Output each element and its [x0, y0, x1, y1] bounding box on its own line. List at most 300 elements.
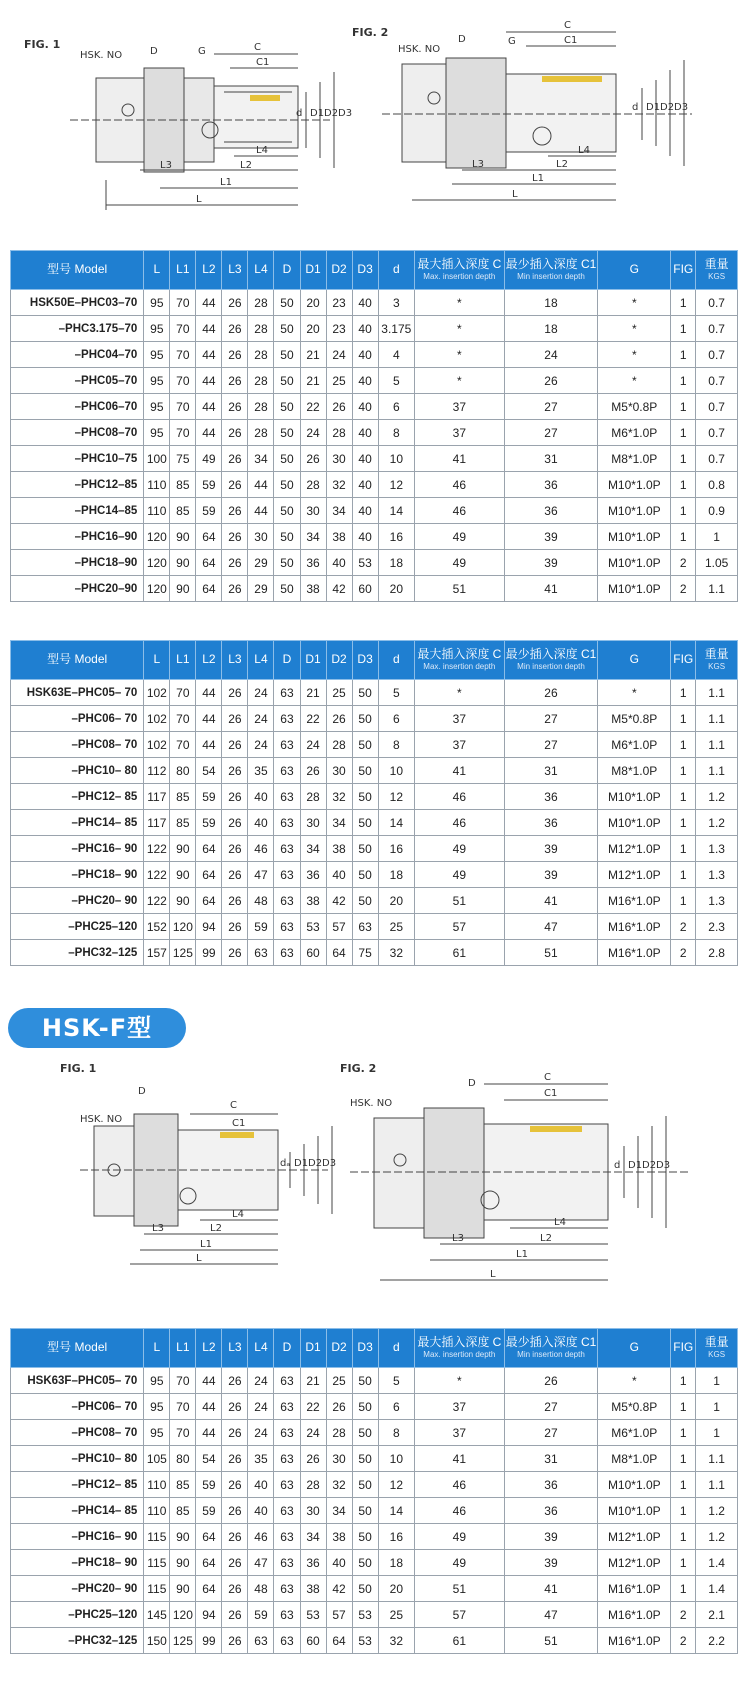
dim-C1: C1 — [544, 1088, 558, 1099]
cell-model: –PHC12– 85 — [11, 784, 144, 810]
table-row — [11, 1498, 738, 1524]
cell-d: 8 — [378, 1420, 414, 1446]
cell-d: 6 — [378, 1394, 414, 1420]
cell-D3: 50 — [352, 836, 378, 862]
cell-L4: 24 — [248, 680, 274, 706]
cell-d: 20 — [378, 888, 414, 914]
header-weight — [696, 641, 738, 680]
cell-L2: 44 — [196, 706, 222, 732]
cell-D1: 26 — [300, 758, 326, 784]
cell-model: –PHC08–70 — [11, 420, 144, 446]
cell-L4: 28 — [248, 394, 274, 420]
cell-D1: 22 — [300, 706, 326, 732]
header-min-insertion — [504, 251, 598, 290]
table-row — [11, 576, 738, 602]
cell-min-insertion: 39 — [504, 862, 598, 888]
cell-d: 25 — [378, 1602, 414, 1628]
cell-fig: 1 — [671, 1576, 696, 1602]
table-row — [11, 472, 738, 498]
cell-weight: 2.2 — [696, 1628, 738, 1654]
cell-L1: 70 — [170, 732, 196, 758]
table-row — [11, 290, 738, 316]
table-row — [11, 1628, 738, 1654]
cell-L2: 44 — [196, 420, 222, 446]
dim-D: D — [458, 34, 466, 45]
cell-G: M5*0.8P — [598, 1394, 671, 1420]
cell-L1: 70 — [170, 420, 196, 446]
header-L1 — [170, 251, 196, 290]
cell-L2: 64 — [196, 1576, 222, 1602]
cell-L: 122 — [144, 888, 170, 914]
header-min-insertion-sublabel: Min insertion depth — [517, 662, 585, 672]
cell-D1: 21 — [300, 1368, 326, 1394]
cell-max-insertion: 49 — [415, 836, 505, 862]
dim-L2: L2 — [556, 159, 568, 170]
cell-min-insertion: 27 — [504, 420, 598, 446]
cell-model: –PHC32–125 — [11, 940, 144, 966]
cell-L2: 49 — [196, 446, 222, 472]
dim-L: L — [196, 1253, 202, 1264]
cell-D2: 42 — [326, 576, 352, 602]
cell-fig: 1 — [671, 446, 696, 472]
cell-D2: 42 — [326, 888, 352, 914]
cell-min-insertion: 36 — [504, 472, 598, 498]
cell-L3: 26 — [222, 1394, 248, 1420]
cell-d: 18 — [378, 862, 414, 888]
cell-D2: 30 — [326, 446, 352, 472]
cell-weight: 0.7 — [696, 290, 738, 316]
cell-D2: 28 — [326, 1420, 352, 1446]
table-row — [11, 524, 738, 550]
cell-max-insertion: 57 — [415, 1602, 505, 1628]
cell-D: 63 — [274, 914, 300, 940]
cell-L1: 70 — [170, 680, 196, 706]
cell-L: 112 — [144, 758, 170, 784]
cell-L3: 26 — [222, 706, 248, 732]
cell-L2: 44 — [196, 680, 222, 706]
cell-weight: 1 — [696, 524, 738, 550]
dim-d: dₐ — [280, 1158, 291, 1169]
header-d — [378, 1329, 414, 1368]
cell-fig: 1 — [671, 472, 696, 498]
cell-model: –PHC08– 70 — [11, 732, 144, 758]
dim-D2: D2 — [324, 108, 339, 119]
cell-L2: 64 — [196, 888, 222, 914]
cell-D1: 36 — [300, 1550, 326, 1576]
header-G — [598, 1329, 671, 1368]
header-max-insertion-sublabel: Max. insertion depth — [423, 272, 496, 282]
table-row — [11, 498, 738, 524]
cell-model: –PHC10– 80 — [11, 1446, 144, 1472]
cell-D2: 26 — [326, 394, 352, 420]
dim-D1: D1 — [646, 102, 661, 113]
dim-D1: D1 — [310, 108, 325, 119]
cell-min-insertion: 18 — [504, 290, 598, 316]
cell-weight: 1 — [696, 1420, 738, 1446]
cell-D3: 63 — [352, 914, 378, 940]
cell-G: M12*1.0P — [598, 862, 671, 888]
cell-L2: 59 — [196, 810, 222, 836]
dim-D3: D3 — [674, 102, 689, 113]
cell-D3: 50 — [352, 1576, 378, 1602]
cell-G: M10*1.0P — [598, 576, 671, 602]
cell-L: 95 — [144, 342, 170, 368]
cell-L1: 90 — [170, 1550, 196, 1576]
cell-D3: 50 — [352, 706, 378, 732]
cell-D3: 40 — [352, 394, 378, 420]
cell-D1: 21 — [300, 342, 326, 368]
cell-D1: 60 — [300, 1628, 326, 1654]
cell-L3: 26 — [222, 368, 248, 394]
cell-fig: 1 — [671, 680, 696, 706]
dim-D3: D3 — [322, 1158, 337, 1169]
cell-fig: 2 — [671, 576, 696, 602]
cell-L3: 26 — [222, 862, 248, 888]
cell-max-insertion: 37 — [415, 394, 505, 420]
header-D3 — [352, 1329, 378, 1368]
cell-D1: 53 — [300, 914, 326, 940]
dim-D: D — [150, 46, 158, 57]
header-G-label: G — [629, 262, 639, 277]
cell-L2: 64 — [196, 524, 222, 550]
cell-L1: 70 — [170, 1420, 196, 1446]
cell-D: 63 — [274, 1602, 300, 1628]
cell-L3: 26 — [222, 446, 248, 472]
cell-L1: 125 — [170, 1628, 196, 1654]
cell-D: 63 — [274, 1576, 300, 1602]
cell-G: * — [598, 290, 671, 316]
header-model — [11, 251, 144, 290]
cell-D3: 40 — [352, 290, 378, 316]
cell-D3: 50 — [352, 888, 378, 914]
cell-L: 95 — [144, 1368, 170, 1394]
cell-L1: 85 — [170, 1472, 196, 1498]
dim-L: L — [490, 1269, 496, 1280]
dim-G: G — [198, 46, 206, 57]
cell-D3: 53 — [352, 1602, 378, 1628]
cell-L4: 29 — [248, 576, 274, 602]
cell-G: M16*1.0P — [598, 1576, 671, 1602]
cell-fig: 2 — [671, 940, 696, 966]
header-L-label: L — [153, 1340, 161, 1355]
cell-max-insertion: 51 — [415, 1576, 505, 1602]
cell-L3: 26 — [222, 342, 248, 368]
cell-weight: 1.3 — [696, 888, 738, 914]
cell-D3: 50 — [352, 1446, 378, 1472]
cell-L4: 40 — [248, 1472, 274, 1498]
cell-G: M10*1.0P — [598, 784, 671, 810]
cell-L3: 26 — [222, 888, 248, 914]
header-D1-label: D1 — [305, 1340, 321, 1355]
header-L — [144, 641, 170, 680]
table-row — [11, 550, 738, 576]
cell-D: 63 — [274, 1472, 300, 1498]
header-model-label: 型号 Model — [47, 1340, 108, 1355]
header-weight-label: 重量 — [704, 257, 729, 271]
cell-L4: 28 — [248, 316, 274, 342]
cell-weight: 1 — [696, 1368, 738, 1394]
cell-L1: 85 — [170, 1498, 196, 1524]
dim-L3: L3 — [452, 1233, 464, 1244]
cell-L1: 90 — [170, 550, 196, 576]
cell-model: –PHC06– 70 — [11, 1394, 144, 1420]
cell-weight: 1.1 — [696, 732, 738, 758]
cell-L3: 26 — [222, 1498, 248, 1524]
cell-G: M10*1.0P — [598, 498, 671, 524]
header-L4-label: L4 — [254, 652, 268, 667]
cell-d: 3 — [378, 290, 414, 316]
cell-fig: 1 — [671, 1368, 696, 1394]
cell-L3: 26 — [222, 1602, 248, 1628]
cell-L3: 26 — [222, 914, 248, 940]
cell-min-insertion: 18 — [504, 316, 598, 342]
cell-G: M10*1.0P — [598, 1472, 671, 1498]
cell-D1: 22 — [300, 394, 326, 420]
cell-min-insertion: 39 — [504, 1550, 598, 1576]
cell-max-insertion: 49 — [415, 1550, 505, 1576]
header-d — [378, 641, 414, 680]
cell-d: 25 — [378, 914, 414, 940]
cell-d: 16 — [378, 836, 414, 862]
cell-weight: 1.2 — [696, 1498, 738, 1524]
cell-max-insertion: 61 — [415, 1628, 505, 1654]
cell-model: –PHC05–70 — [11, 368, 144, 394]
cell-D3: 50 — [352, 1420, 378, 1446]
cell-L1: 125 — [170, 940, 196, 966]
cell-L3: 26 — [222, 1472, 248, 1498]
cell-max-insertion: * — [415, 1368, 505, 1394]
cell-G: M5*0.8P — [598, 706, 671, 732]
cell-G: M10*1.0P — [598, 524, 671, 550]
cell-L1: 90 — [170, 862, 196, 888]
cell-L3: 26 — [222, 810, 248, 836]
cell-D3: 50 — [352, 1368, 378, 1394]
cell-L: 115 — [144, 1576, 170, 1602]
cell-L4: 47 — [248, 1550, 274, 1576]
cell-G: M16*1.0P — [598, 914, 671, 940]
header-D — [274, 1329, 300, 1368]
cell-max-insertion: 49 — [415, 1524, 505, 1550]
cell-D1: 24 — [300, 1420, 326, 1446]
header-max-insertion-label: 最大插入深度 C — [417, 257, 502, 271]
cell-model: –PHC25–120 — [11, 1602, 144, 1628]
cell-fig: 1 — [671, 862, 696, 888]
cell-G: M6*1.0P — [598, 1420, 671, 1446]
fig1-drawing — [10, 20, 353, 225]
cell-D2: 42 — [326, 1576, 352, 1602]
cell-model: –PHC10–75 — [11, 446, 144, 472]
dim-C1: C1 — [256, 57, 270, 68]
header-G — [598, 251, 671, 290]
cell-L4: 46 — [248, 1524, 274, 1550]
cell-max-insertion: 41 — [415, 758, 505, 784]
cell-L: 95 — [144, 368, 170, 394]
cell-min-insertion: 27 — [504, 732, 598, 758]
cell-L2: 64 — [196, 576, 222, 602]
cell-fig: 1 — [671, 316, 696, 342]
header-min-insertion-sublabel: Min insertion depth — [517, 272, 585, 282]
cell-L: 102 — [144, 680, 170, 706]
cell-L: 110 — [144, 1498, 170, 1524]
header-fig-label: FIG — [673, 262, 694, 277]
cell-L4: 59 — [248, 914, 274, 940]
header-L2-label: L2 — [202, 1340, 216, 1355]
header-model-label: 型号 Model — [47, 262, 108, 277]
cell-D3: 50 — [352, 1472, 378, 1498]
cell-L2: 59 — [196, 498, 222, 524]
cell-model: –PHC16–90 — [11, 524, 144, 550]
header-G — [598, 641, 671, 680]
dim-d: d — [632, 102, 639, 113]
dim-D3: D3 — [656, 1160, 671, 1171]
cell-L1: 75 — [170, 446, 196, 472]
table-row — [11, 342, 738, 368]
cell-L3: 26 — [222, 1576, 248, 1602]
cell-D2: 25 — [326, 680, 352, 706]
cell-D2: 24 — [326, 342, 352, 368]
cell-d: 20 — [378, 1576, 414, 1602]
cell-L3: 26 — [222, 836, 248, 862]
header-weight-label: 重量 — [704, 1335, 729, 1349]
cell-max-insertion: 46 — [415, 472, 505, 498]
table-row — [11, 316, 738, 342]
table-row — [11, 1602, 738, 1628]
dim-hsk: HSK. NO — [350, 1098, 393, 1109]
cell-model: –PHC12– 85 — [11, 1472, 144, 1498]
cell-L2: 44 — [196, 342, 222, 368]
cell-L4: 24 — [248, 1394, 274, 1420]
header-L4-label: L4 — [254, 262, 268, 277]
cell-L1: 90 — [170, 576, 196, 602]
cell-fig: 2 — [671, 1602, 696, 1628]
cell-min-insertion: 47 — [504, 914, 598, 940]
cell-G: M16*1.0P — [598, 940, 671, 966]
dim-L4: L4 — [554, 1217, 566, 1228]
cell-min-insertion: 27 — [504, 394, 598, 420]
header-L3 — [222, 641, 248, 680]
cell-weight: 0.7 — [696, 342, 738, 368]
cell-L: 150 — [144, 1628, 170, 1654]
cell-D3: 40 — [352, 342, 378, 368]
cell-L1: 80 — [170, 1446, 196, 1472]
cell-model: –PHC18–90 — [11, 550, 144, 576]
cell-D1: 60 — [300, 940, 326, 966]
cell-max-insertion: 49 — [415, 524, 505, 550]
cell-min-insertion: 27 — [504, 706, 598, 732]
cell-L1: 70 — [170, 706, 196, 732]
dim-L1: L1 — [220, 177, 232, 188]
cell-d: 6 — [378, 706, 414, 732]
cell-L1: 120 — [170, 914, 196, 940]
cell-L3: 26 — [222, 550, 248, 576]
cell-L4: 63 — [248, 940, 274, 966]
cell-d: 3.175 — [378, 316, 414, 342]
header-model — [11, 641, 144, 680]
cell-d: 14 — [378, 498, 414, 524]
cell-D: 50 — [274, 498, 300, 524]
header-D2 — [326, 251, 352, 290]
f-fig2-drawing — [340, 1060, 732, 1300]
cell-D2: 40 — [326, 550, 352, 576]
dim-L3: L3 — [152, 1223, 164, 1234]
cell-D1: 38 — [300, 576, 326, 602]
cell-L1: 70 — [170, 290, 196, 316]
cell-weight: 2.3 — [696, 914, 738, 940]
cell-L1: 85 — [170, 472, 196, 498]
cell-D: 50 — [274, 420, 300, 446]
cell-L2: 99 — [196, 1628, 222, 1654]
cell-D1: 26 — [300, 1446, 326, 1472]
cell-D3: 50 — [352, 1524, 378, 1550]
header-D-label: D — [282, 262, 292, 277]
table-row — [11, 1576, 738, 1602]
cell-weight: 1.4 — [696, 1550, 738, 1576]
cell-L1: 85 — [170, 498, 196, 524]
cell-model: HSK50E–PHC03–70 — [11, 290, 144, 316]
dim-D2: D2 — [642, 1160, 657, 1171]
cell-min-insertion: 36 — [504, 810, 598, 836]
cell-L1: 85 — [170, 810, 196, 836]
header-L-label: L — [153, 262, 161, 277]
header-max-insertion-label: 最大插入深度 C — [417, 647, 502, 661]
cell-model: –PHC14–85 — [11, 498, 144, 524]
cell-D3: 50 — [352, 862, 378, 888]
cell-D: 63 — [274, 836, 300, 862]
cell-D1: 53 — [300, 1602, 326, 1628]
cell-L4: 40 — [248, 784, 274, 810]
table-row — [11, 394, 738, 420]
fig-label: FIG. 2 — [340, 1062, 377, 1075]
cell-model: –PHC25–120 — [11, 914, 144, 940]
cell-min-insertion: 51 — [504, 1628, 598, 1654]
header-min-insertion-label: 最少插入深度 C1 — [505, 1335, 597, 1349]
fig-label: FIG. 2 — [352, 26, 389, 39]
cell-L3: 26 — [222, 1524, 248, 1550]
cell-G: M8*1.0P — [598, 758, 671, 784]
cell-L2: 59 — [196, 784, 222, 810]
dim-D2: D2 — [308, 1158, 323, 1169]
header-L1 — [170, 641, 196, 680]
cell-weight: 0.7 — [696, 394, 738, 420]
dim-hsk: HSK. NO — [398, 44, 441, 55]
table-row — [11, 1472, 738, 1498]
cell-D2: 23 — [326, 316, 352, 342]
header-L3-label: L3 — [228, 262, 242, 277]
cell-d: 18 — [378, 1550, 414, 1576]
header-L3 — [222, 251, 248, 290]
cell-weight: 1.4 — [696, 1576, 738, 1602]
header-weight-sublabel: KGS — [708, 1350, 726, 1360]
cell-D2: 64 — [326, 940, 352, 966]
cell-d: 18 — [378, 550, 414, 576]
header-D — [274, 251, 300, 290]
cell-min-insertion: 31 — [504, 1446, 598, 1472]
cell-d: 20 — [378, 576, 414, 602]
table-row — [11, 1446, 738, 1472]
cell-d: 6 — [378, 394, 414, 420]
cell-D3: 40 — [352, 472, 378, 498]
cell-L3: 26 — [222, 498, 248, 524]
cell-d: 12 — [378, 472, 414, 498]
cell-L4: 63 — [248, 1628, 274, 1654]
cell-max-insertion: * — [415, 368, 505, 394]
cell-max-insertion: 51 — [415, 576, 505, 602]
header-min-insertion-label: 最少插入深度 C1 — [505, 257, 597, 271]
table-row — [11, 862, 738, 888]
dim-L2: L2 — [210, 1223, 222, 1234]
cell-D: 63 — [274, 1394, 300, 1420]
cell-D1: 36 — [300, 862, 326, 888]
